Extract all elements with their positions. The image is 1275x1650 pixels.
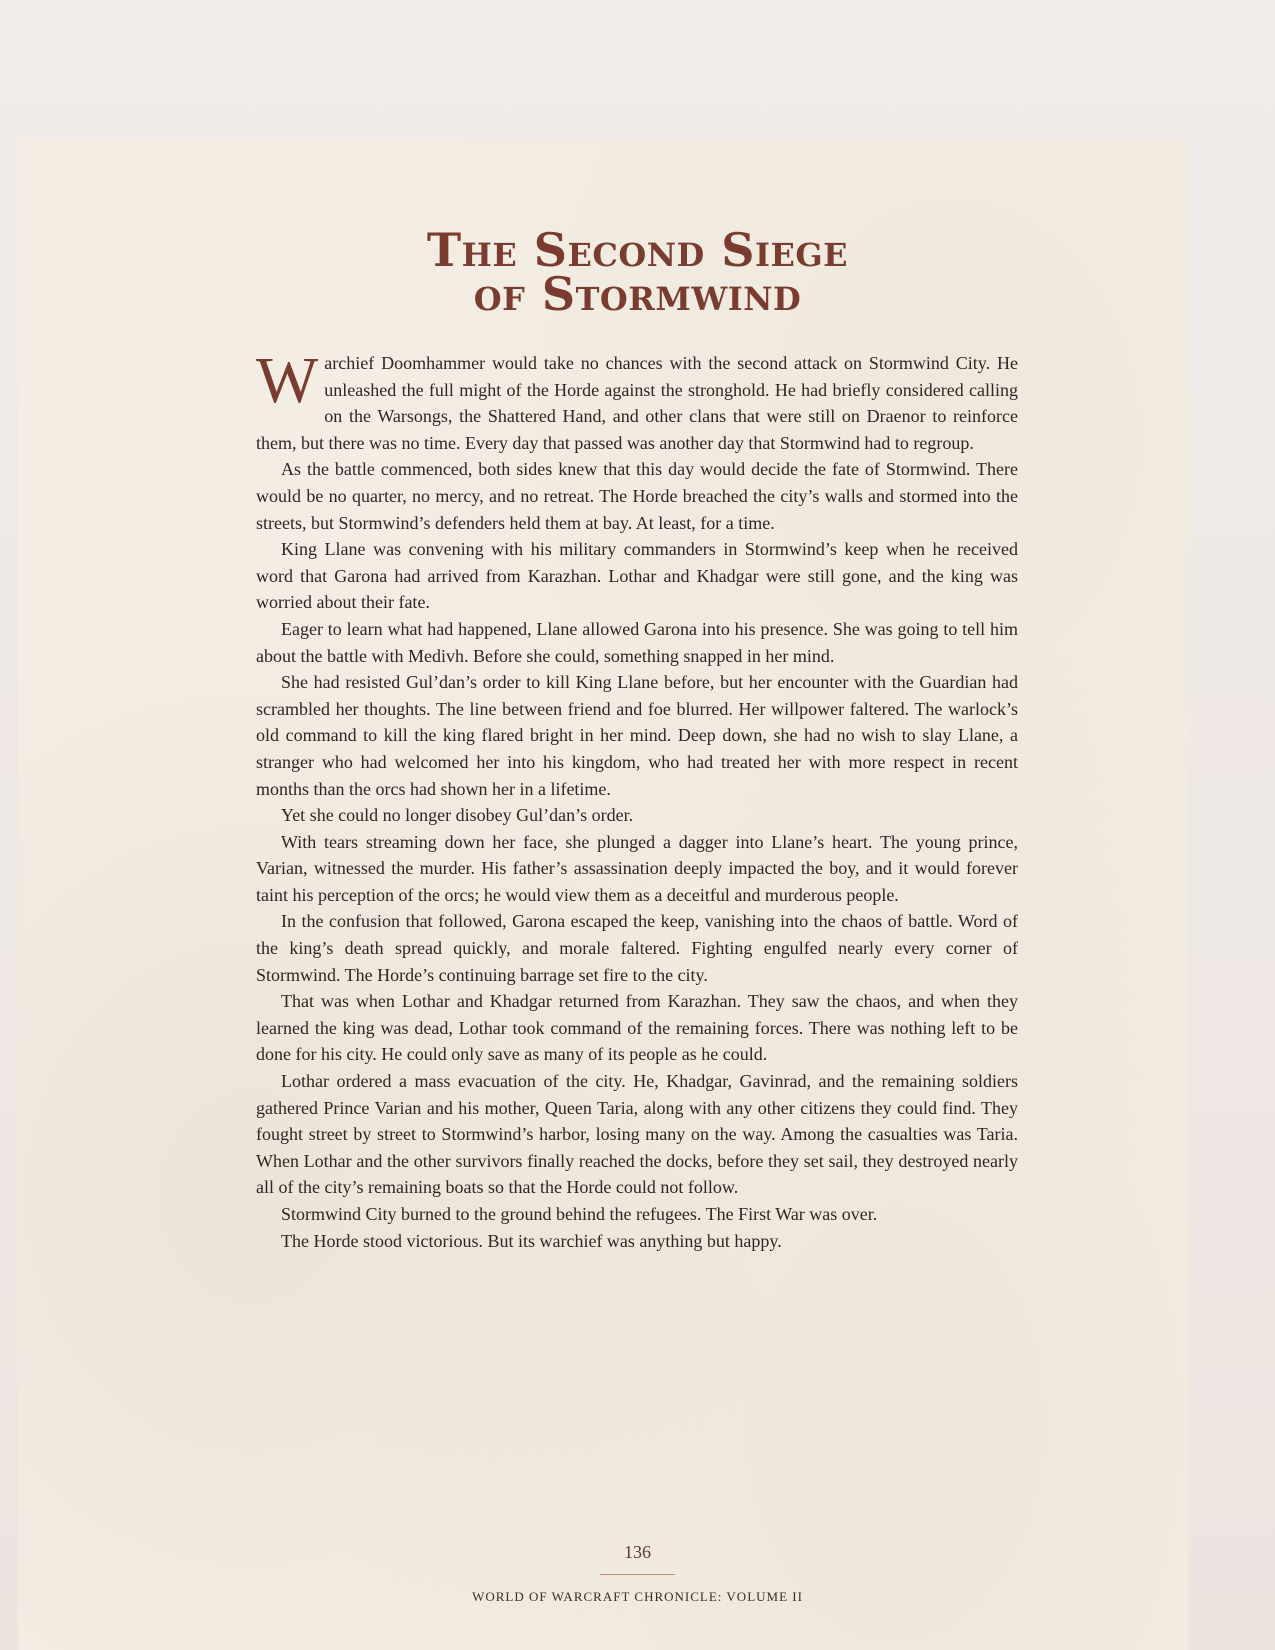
paragraph-1: [256, 344, 1018, 456]
chapter-title-line-1: The Second Siege: [426, 223, 849, 277]
paragraph: Eager to learn what had happened, Llane allowed Garona into his presence. She was going to tell him about the battle with Medivh. Before she could, something snapped in her mind.: [256, 618, 1018, 666]
paragraph: King Llane was convening with his military commanders in Stormwind’s keep when he received word that Garona had arrived from Karazhan. Lothar and Khadgar were still gone, and the king was worried about their fate.: [256, 539, 1018, 613]
chapter-title-line-2: of Stormwind: [473, 267, 802, 321]
body-text: [256, 344, 1018, 1254]
paragraph-1-text: archief Doomhammer would take no chances with the second attack on Stormwind City. He unleashed the full might of the Horde against the stronghold. He had briefly considered calling on the Warsongs, the Shattered Hand, and other clans that were still on Draenor to reinforce them, but there was no time. Every day that passed was another day that Stormwind had to regroup.: [256, 353, 1018, 453]
paragraph: That was when Lothar and Khadgar returned from Karazhan. They saw the chaos, and when they learned the king was dead, Lothar took command of the remaining forces. There was nothing left to be done for his city. He could only save as many of its people as he could.: [256, 991, 1018, 1065]
paragraph: She had resisted Gul’dan’s order to kill King Llane before, but her encounter with the Guardian had scrambled her thoughts. The line between friend and foe blurred. Her willpower faltered. The warlock’s old command to kill the king flared bright in her mind. Deep down, she had no wish to slay Llane, a stranger who had welcomed her into his kingdom, who had treated her with more respect in recent months than the orcs had shown her in a lifetime.: [256, 672, 1018, 799]
running-footer-title: WORLD OF WARCRAFT CHRONICLE: VOLUME II: [472, 1589, 803, 1604]
paragraph: Lothar ordered a mass evacuation of the city. He, Khadgar, Gavinrad, and the remaining soldiers gathered Prince Varian and his mother, Queen Taria, along with any other citizens they could find. They fought street by street to Stormwind’s harbor, losing many on the way. Among the casualties was Taria. When Lothar and the other survivors finally reached the docks, before they set sail, they destroyed nearly all of the city’s remaining boats so that the Horde could not follow.: [256, 1071, 1018, 1198]
paragraph: In the confusion that followed, Garona escaped the keep, vanishing into the chaos of battle. Word of the king’s death spread quickly, and morale faltered. Fighting engulfed nearly every corner of Stormwind. The Horde’s continuing barrage set fire to the city.: [256, 911, 1018, 985]
paragraph: With tears streaming down her face, she plunged a dagger into Llane’s heart. The young prince, Varian, witnessed the murder. His father’s assassination deeply impacted the boy, and it would forever taint his perception of the orcs; he would view them as a deceitful and murderous people.: [256, 831, 1018, 905]
paragraph: As the battle commenced, both sides knew that this day would decide the fate of Stormwind. There would be no quarter, no mercy, and no retreat. The Horde breached the city’s walls and stormed into the streets, but Stormwind’s defenders held them at bay. At least, for a time.: [256, 459, 1018, 533]
drop-cap: W: [256, 344, 319, 417]
paragraph: Stormwind City burned to the ground behind the refugees. The First War was over.: [281, 1204, 878, 1224]
page-number-rule: [600, 1574, 675, 1575]
paragraph: The Horde stood victorious. But its warchief was anything but happy.: [281, 1230, 782, 1251]
page-number: 136: [624, 1542, 651, 1562]
paragraph: Yet she could no longer disobey Gul’dan’s order.: [281, 805, 634, 826]
chapter-title: [0, 223, 1275, 321]
